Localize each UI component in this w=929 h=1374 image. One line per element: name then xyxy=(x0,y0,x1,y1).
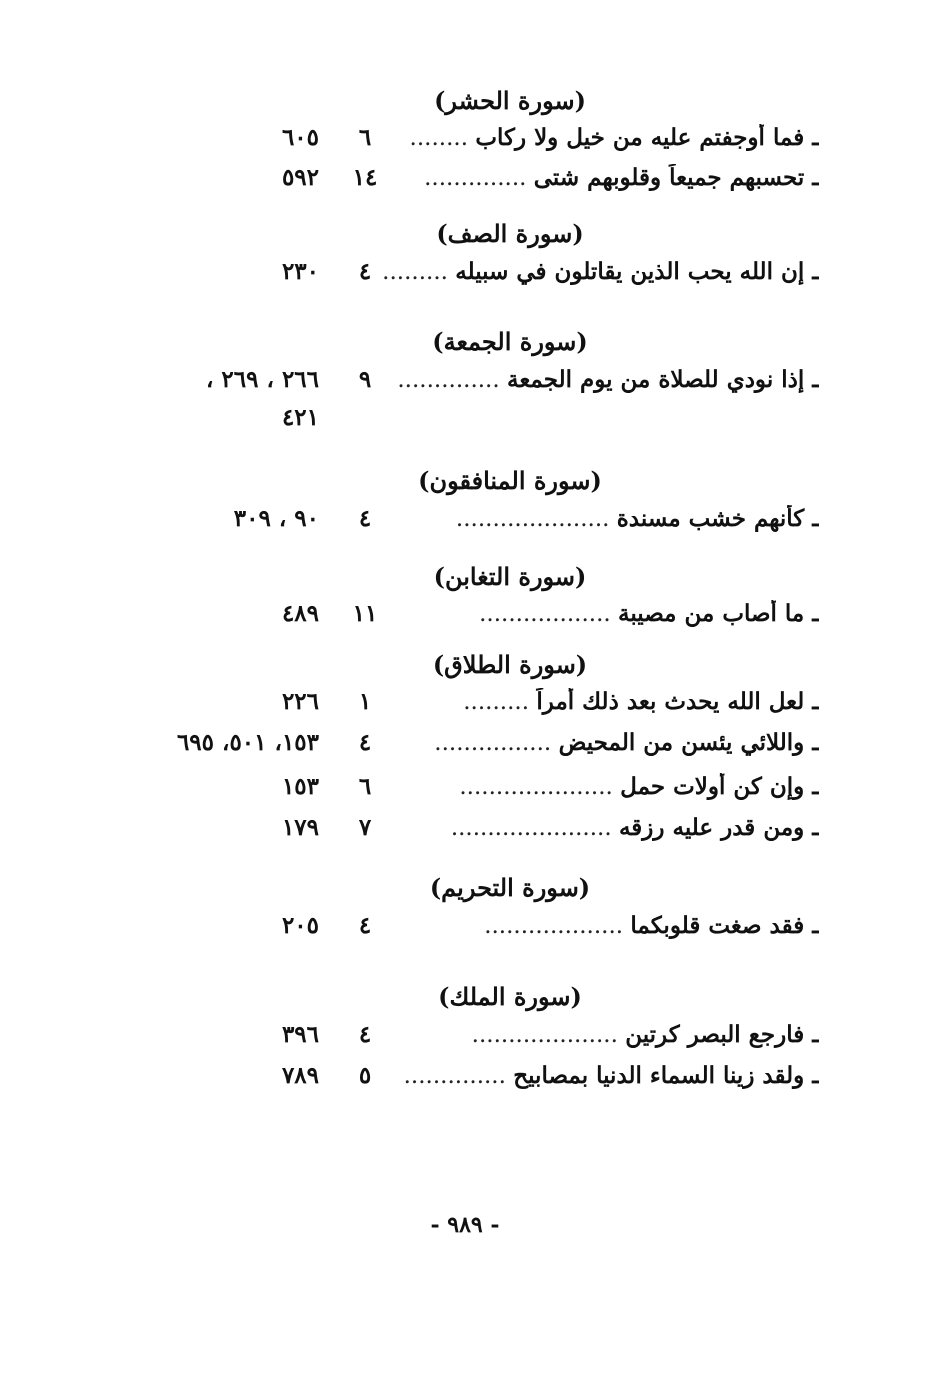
verse-text xyxy=(379,729,819,756)
verse-phrase: ـ واللائي يئسن من المحيض xyxy=(558,729,819,756)
verse-text xyxy=(379,912,819,939)
surah-heading: (سورة الجمعة) xyxy=(432,327,588,356)
leader-dots: ......... xyxy=(382,259,456,285)
verse-phrase: ـ ومن قدر عليه رزقه xyxy=(618,814,819,841)
verse-entry xyxy=(0,505,929,545)
leader-dots: ......... xyxy=(463,689,537,715)
verse-entry xyxy=(0,366,929,446)
verse-text xyxy=(379,258,819,285)
verse-phrase: ـ ما أصاب من مصيبة xyxy=(618,600,819,627)
verse-text xyxy=(379,814,819,841)
page-number: - ٩٨٩ - xyxy=(430,1212,500,1238)
page-refs: ١٥٣ xyxy=(281,773,319,800)
page-refs: ٥٩٢ xyxy=(281,164,319,191)
surah-heading: (سورة الصف) xyxy=(436,219,584,248)
surah-heading: (سورة الحشر) xyxy=(434,86,586,115)
leader-dots: ........ xyxy=(409,125,476,151)
page-refs: ٣٩٦ xyxy=(281,1021,319,1048)
leader-dots: .............. xyxy=(403,1063,514,1089)
verse-entry xyxy=(0,124,929,164)
verse-entry xyxy=(0,912,929,952)
verse-text xyxy=(379,773,819,800)
verse-phrase: ـ ولقد زينا السماء الدنيا بمصابيح xyxy=(513,1062,819,1089)
verse-phrase: ـ فما أوجفتم عليه من خيل ولا ركاب xyxy=(475,124,819,151)
verse-text xyxy=(379,505,819,532)
page-refs: ١٥٣، ٥٠١، ٦٩٥ xyxy=(176,729,319,756)
surah-heading: (سورة المنافقون) xyxy=(418,466,602,495)
leader-dots: ................ xyxy=(434,730,559,756)
verse-phrase: ـ كأنهم خشب مسندة xyxy=(616,505,819,532)
verse-entry xyxy=(0,164,929,204)
verse-phrase: ـ وإن كن أولات حمل xyxy=(620,773,819,800)
ayah-number: ٩ xyxy=(358,366,372,393)
page-refs: ٧٨٩ xyxy=(281,1062,319,1089)
ayah-number: ٧ xyxy=(358,814,372,841)
ayah-number: ٤ xyxy=(358,729,372,756)
page-refs: ٢٠٥ xyxy=(281,912,319,939)
leader-dots: ................... xyxy=(484,913,631,939)
page-refs: ٩٠ ، ٣٠٩ xyxy=(233,505,319,532)
verse-text xyxy=(379,600,819,627)
verse-entry xyxy=(0,688,929,728)
verse-phrase: ـ إذا نودي للصلاة من يوم الجمعة xyxy=(507,366,819,393)
ayah-number: ٤ xyxy=(358,505,372,532)
verse-entry xyxy=(0,729,929,769)
verse-entry xyxy=(0,600,929,640)
ayah-number: ٦ xyxy=(358,124,372,151)
verse-phrase: ـ فارجع البصر كرتين xyxy=(625,1021,819,1048)
verse-entry xyxy=(0,814,929,854)
page-refs: ٤٨٩ xyxy=(281,600,319,627)
page-refs-continued: ٤٢١ xyxy=(281,404,319,431)
leader-dots: .............. xyxy=(397,367,507,393)
ayah-number: ٤ xyxy=(358,912,372,939)
verse-entry xyxy=(0,258,929,298)
leader-dots: ...................... xyxy=(450,815,619,841)
ayah-number: ١ xyxy=(358,688,372,715)
page-refs: ١٧٩ xyxy=(281,814,319,841)
leader-dots: .............. xyxy=(424,165,534,191)
leader-dots: ..................... xyxy=(459,774,621,800)
verse-phrase: ـ تحسبهم جميعاً وقلوبهم شتى xyxy=(533,164,819,191)
page-refs: ٢٢٦ xyxy=(281,688,319,715)
ayah-number: ٦ xyxy=(358,773,372,800)
ayah-number: ١١ xyxy=(352,600,378,627)
verse-text xyxy=(379,164,819,191)
page-refs: ٢٦٦ ، ٢٦٩ ، xyxy=(205,366,319,393)
leader-dots: .................... xyxy=(471,1022,626,1048)
ayah-number: ١٤ xyxy=(352,164,378,191)
page-refs: ٢٣٠ xyxy=(281,258,319,285)
verse-phrase: ـ فقد صغت قلوبكما xyxy=(630,912,819,939)
verse-phrase: ـ لعل الله يحدث بعد ذلك أمراً xyxy=(536,688,819,715)
leader-dots: ..................... xyxy=(455,506,617,532)
page-refs: ٦٠٥ xyxy=(281,124,319,151)
verse-entry xyxy=(0,1062,929,1102)
verse-text xyxy=(379,124,819,151)
verse-phrase: ـ إن الله يحب الذين يقاتلون في سبيله xyxy=(455,258,819,285)
surah-heading: (سورة التحريم) xyxy=(429,873,591,902)
verse-text xyxy=(379,688,819,715)
verse-entry xyxy=(0,1021,929,1061)
verse-entry xyxy=(0,773,929,813)
leader-dots: .................. xyxy=(479,601,619,627)
verse-text xyxy=(379,1021,819,1048)
verse-text xyxy=(379,366,819,393)
verse-text xyxy=(379,1062,819,1089)
ayah-number: ٤ xyxy=(358,258,372,285)
ayah-number: ٤ xyxy=(358,1021,372,1048)
ayah-number: ٥ xyxy=(358,1062,372,1089)
surah-heading: (سورة التغابن) xyxy=(433,562,587,591)
surah-heading: (سورة الملك) xyxy=(438,982,582,1011)
surah-heading: (سورة الطلاق) xyxy=(432,650,588,679)
